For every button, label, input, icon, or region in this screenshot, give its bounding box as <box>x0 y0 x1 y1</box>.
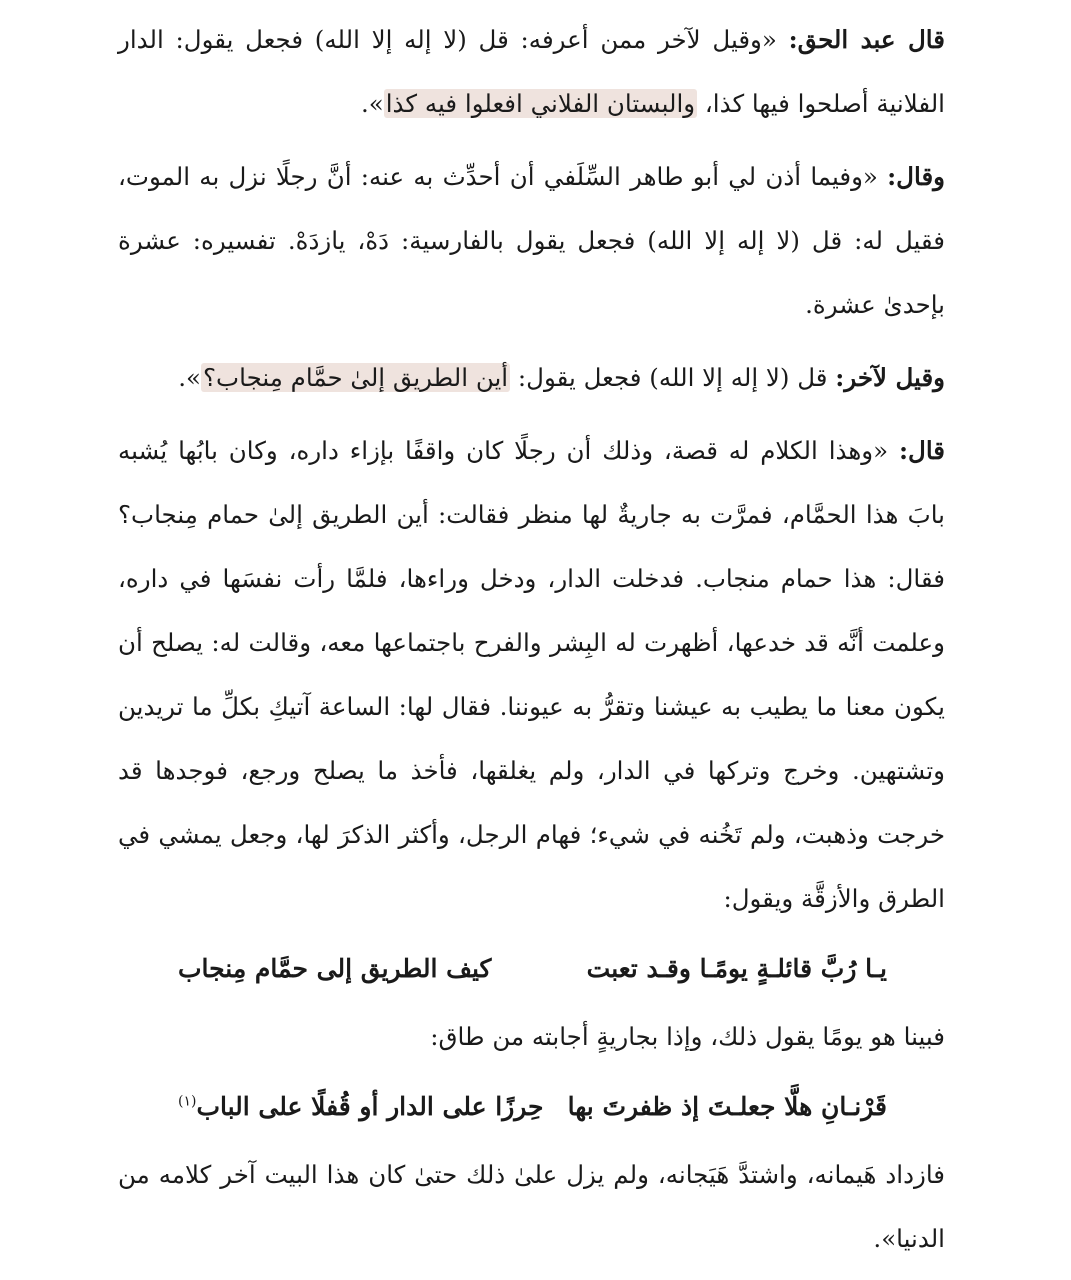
paragraph-another <box>118 346 945 410</box>
verse-first-hemistich: يـا رُبَّ قائلـةٍ يومًـا وقـد تعبت <box>586 954 887 983</box>
footnote-marker: (١) <box>178 1093 197 1110</box>
bridge-line: فبينا هو يومًا يقول ذلك، وإذا بجاريةٍ أجابته من طاق: <box>430 1022 945 1051</box>
verse-second-text: حِرزًا على الدار أو قُفلًا على الباب <box>196 1092 544 1121</box>
paragraph-abd-al-haqq <box>118 8 945 136</box>
paragraph-text: «وقيل لآخر ممن أعرفه: قل (لا إله إلا الله) فجعل يقول: الدار الفلانية أصلحوا فيها كذا، <box>118 25 945 118</box>
verse-second-hemistich <box>178 1075 544 1139</box>
speaker-label: وقال: <box>887 162 945 191</box>
verse-line-2 <box>118 1075 945 1139</box>
paragraph-text: «وفيما أذن لي أبو طاهر السِّلَفي أن أحدِّث به عنه: أنَّ رجلًا نزل به الموت، فقيل له: قل (لا إله إلا الله) فجعل يقول بالفارسية: دَهْ، يازدَهْ. تفسيره: عشرة بإحدىٰ عشرة. <box>118 162 945 319</box>
book-page <box>118 8 945 1280</box>
paragraph-story <box>118 419 945 931</box>
verse-line-1 <box>118 937 945 1001</box>
paragraph-tail: ». <box>178 363 202 392</box>
highlighted-text: والبستان الفلاني افعلوا فيه كذا <box>385 89 696 118</box>
speaker-label: قال: <box>898 436 945 465</box>
verse-first-hemistich: قَرْنـانِ هلَّا جعلـتَ إذ ظفرتَ بها <box>567 1092 887 1121</box>
speaker-label: قال عبد الحق: <box>788 25 945 54</box>
closing-paragraph: فازداد هَيمانه، واشتدَّ هَيَجانه، ولم يزل علىٰ ذلك حتىٰ كان هذا البيت آخر كلامه من الدنيا». <box>118 1160 945 1253</box>
paragraph-text: قل (لا إله إلا الله) فجعل يقول: <box>510 363 836 392</box>
paragraph-tail: ». <box>360 89 384 118</box>
speaker-label: وقيل لآخر: <box>835 363 945 392</box>
highlighted-text: أين الطريق إلىٰ حمَّام مِنجاب؟ <box>203 363 509 392</box>
paragraph-text: «وهذا الكلام له قصة، وذلك أن رجلًا كان واقفًا بإزاء داره، وكان بابُها يُشبه بابَ هذا الحمَّام، فمرَّت به جاريةٌ لها منظر فقالت: أين الطريق إلىٰ حمام مِنجاب؟ فقال: هذا حمام منجاب. فدخلت الدار، ودخل وراءها، فلمَّا رأت نفسَها في داره، وعلمت أنَّه قد خدعها، أظهرت له البِشر والفرح باجتماعها معه، وقالت له: يصلح أن يكون معنا ما يطيب به عيشنا وتقرُّ به عيوننا. فقال لها: الساعة آتيكِ بكلِّ ما تريدين وتشتهين. وخرج وتركها في الدار، ولم يغلقها، فأخذ ما يصلح ورجع، فوجدها قد خرجت وذهبت، ولم تَخُنه في شيء؛ فهام الرجل، وأكثر الذكرَ لها، وجعل يمشي في الطرق والأزقَّة ويقول: <box>118 436 945 913</box>
paragraph-abu-tahir <box>118 145 945 337</box>
verse-second-hemistich: كيف الطريق إلى حمَّام مِنجاب <box>178 954 492 983</box>
